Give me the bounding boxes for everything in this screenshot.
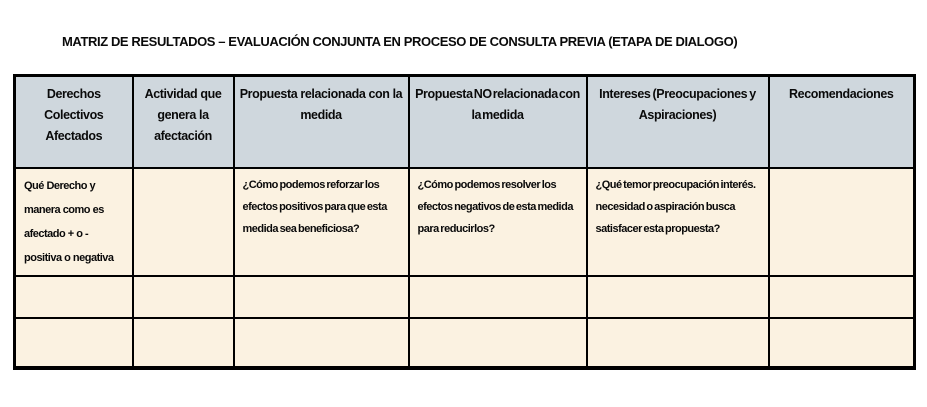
empty-cell [587, 318, 769, 368]
column-header-intereses: Intereses (Preocupaciones y Aspiraciones) [587, 76, 769, 168]
column-header-derechos-colectivos-afectados: Derechos Colectivos Afectados [15, 76, 133, 168]
document-title: MATRIZ DE RESULTADOS – EVALUACIÓN CONJUNTA EN PROCESO DE CONSULTA PREVIA (ETAPA DE DIALOGO) [62, 34, 738, 49]
empty-cell [234, 276, 409, 318]
empty-cell [133, 276, 234, 318]
empty-cell [15, 318, 133, 368]
empty-cell [133, 318, 234, 368]
empty-cell [15, 276, 133, 318]
guidance-cell-intereses: ¿Qué temor preocupación interés. necesidad o aspiración busca satisfacer esta propuesta? [587, 168, 769, 276]
empty-row-2 [15, 318, 915, 368]
column-header-propuesta-relacionada: Propuesta relacionada con la medida [234, 76, 409, 168]
results-matrix-table [13, 74, 916, 370]
column-header-recomendaciones: Recomendaciones [769, 76, 915, 168]
empty-cell [769, 276, 915, 318]
guidance-cell-propuesta-no-relacionada: ¿Cómo podemos resolver los efectos negativos de esta medida para reducirlos? [409, 168, 587, 276]
guidance-cell-actividad-empty [133, 168, 234, 276]
column-header-propuesta-no-relacionada: Propuesta NO relacionada con la medida [409, 76, 587, 168]
empty-cell [409, 318, 587, 368]
empty-cell [409, 276, 587, 318]
empty-cell [769, 318, 915, 368]
header-row [15, 76, 915, 168]
guidance-cell-propuesta-relacionada: ¿Cómo podemos reforzar los efectos positivos para que esta medida sea beneficiosa? [234, 168, 409, 276]
empty-cell [587, 276, 769, 318]
column-header-actividad-que-genera-la-afectacion: Actividad que genera la afectación [133, 76, 234, 168]
guidance-cell-recomendaciones-empty [769, 168, 915, 276]
guidance-cell-derechos: Qué Derecho y manera como es afectado + o - positiva o negativa [15, 168, 133, 276]
empty-cell [234, 318, 409, 368]
empty-row-1 [15, 276, 915, 318]
guidance-row [15, 168, 915, 276]
